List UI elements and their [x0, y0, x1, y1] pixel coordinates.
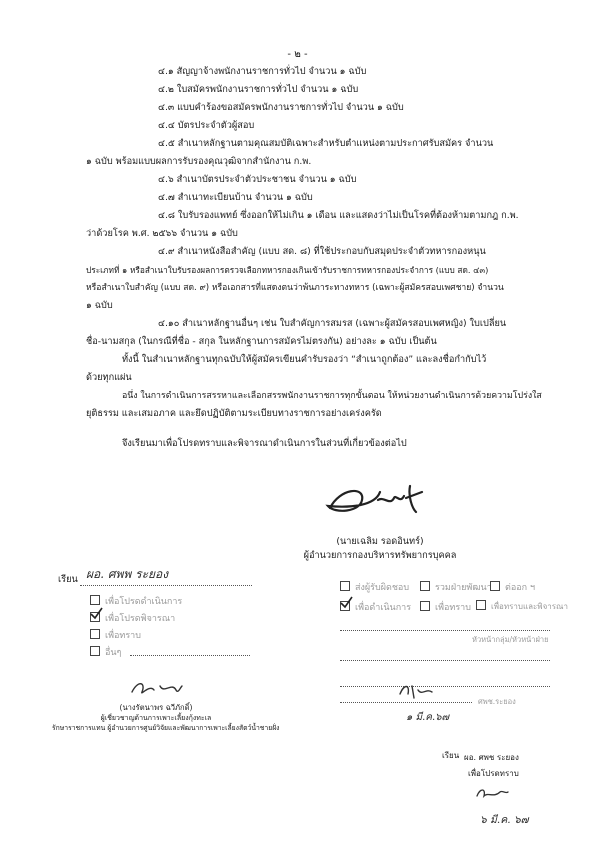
item-4-8-cont: ว่าด้วยโรค พ.ศ. ๒๕๖๖ จำนวน ๑ ฉบับ — [86, 228, 238, 239]
stamp-row1-checkbox-2[interactable] — [420, 581, 430, 591]
item-4-10-cont: ชื่อ-นามสกุล (ในกรณีที่ชื่อ - สกุล ในหลักฐานการสมัครไม่ตรงกัน) อย่างละ ๑ ฉบับ เป็นต้น — [86, 336, 437, 347]
item-4-2: ๔.๒ ใบสมัครพนักงานราชการทั่วไป จำนวน ๑ ฉบับ — [158, 84, 359, 95]
stamp-row1-checkbox-3[interactable] — [490, 581, 500, 591]
item-4-5: ๔.๕ สำเนาหลักฐานตามคุณสมบัติเฉพาะสำหรับตำแหน่งตามประกาศรับสมัคร จำนวน — [158, 138, 494, 149]
director-name: (นายเฉลิม รอดอินทร์) — [336, 536, 424, 547]
acting-director-title-2: รักษาราชการแทน ผู้อำนวยการศูนย์วิจัยและพัฒนาการเพาะเลี้ยงสัตว์น้ำชายฝั่ง — [52, 724, 280, 732]
item-4-6: ๔.๖ สำเนาบัตรประจำตัวประชาชน จำนวน ๑ ฉบับ — [158, 174, 357, 185]
checkbox-other[interactable] — [90, 646, 100, 656]
option-other-label: อื่นๆ — [105, 648, 122, 658]
note-certify: ทั้งนี้ ในสำเนาหลักฐานทุกฉบับให้ผู้สมัครเขียนคำรับรองว่า “สำเนาถูกต้อง” และลงชื่อกำกับไว้ — [122, 354, 487, 365]
stamp-row1-label-1: ส่งผู้รับผิดชอบ — [355, 583, 410, 593]
bottom-to-label: เรียน — [442, 751, 460, 760]
stamp-row2-opt3[interactable] — [476, 600, 568, 613]
option-other[interactable] — [90, 645, 121, 659]
item-4-4: ๔.๔ บัตรประจำตัวผู้สอบ — [158, 120, 255, 131]
routing-left-to-line — [80, 585, 252, 586]
acting-director-title-1: ผู้เชี่ยวชาญด้านการเพาะเลี้ยงกุ้งทะเล — [100, 714, 212, 722]
item-4-9: ๔.๙ สำเนาหนังสือสำคัญ (แบบ สด. ๘) ที่ใช้ประกอบกับสมุดประจำตัวทหารกองหนุน — [158, 246, 486, 257]
option-consider-label: เพื่อโปรดพิจารณา — [105, 614, 176, 624]
director-signature-image — [320, 478, 430, 522]
stamp-blank-caption: หัวหน้ากลุ่ม/หัวหน้าฝ่าย — [472, 635, 549, 644]
stamp-checkmark-icon — [339, 596, 353, 610]
routing-left-to-handwritten: ผอ. ศพพ ระยอง — [86, 567, 169, 581]
page-number: - ๒ - — [287, 49, 308, 60]
stamp-row1-checkbox-1[interactable] — [340, 581, 350, 591]
item-4-7: ๔.๗ สำเนาทะเบียนบ้าน จำนวน ๑ ฉบับ — [158, 192, 313, 203]
note-transparency: อนึ่ง ในการดำเนินการสรรหาและเลือกสรรพนักงานราชการทุกขั้นตอน ให้หน่วยงานดำเนินการด้วยความโปร่งใส — [122, 391, 542, 401]
stamp-line-2 — [340, 660, 550, 661]
item-4-5-cont: ๑ ฉบับ พร้อมแบบผลการรับรองคุณวุฒิจากสำนักงาน ก.พ. — [86, 156, 312, 167]
stamp-row1-opt2[interactable] — [420, 580, 492, 594]
closing-sentence: จึงเรียนมาเพื่อโปรดทราบและพิจารณาดำเนินการในส่วนที่เกี่ยวข้องต่อไป — [122, 438, 407, 449]
option-acknowledge[interactable] — [90, 628, 141, 642]
stamp-unit: ศพช.ระยอง — [478, 697, 516, 706]
bottom-to-value: ผอ. ศพช ระยอง — [464, 753, 519, 762]
note-transparency-cont: ยุติธรรม และเสมอภาค และยึดปฏิบัติตามระเบียบทางราชการอย่างเคร่งครัด — [86, 408, 382, 419]
bottom-handwritten-date: ๖ มี.ค. ๖๗ — [480, 814, 529, 826]
stamp-row2-label-3: เพื่อทราบและพิจารณา — [491, 602, 568, 611]
acting-director-name: (นางรัตนาพร ฉวีภักดิ์) — [119, 703, 193, 712]
checkmark-icon — [89, 607, 103, 621]
item-4-8: ๔.๘ ใบรับรองแพทย์ ซึ่งออกให้ไม่เกิน ๑ เดือน และแสดงว่าไม่เป็นโรคที่ต้องห้ามตามกฎ ก.พ. — [158, 210, 519, 221]
item-4-1: ๔.๑ สัญญาจ้างพนักงานราชการทั่วไป จำนวน ๑ ฉบับ — [158, 66, 367, 77]
stamp-row2-checkbox-3[interactable] — [476, 600, 486, 610]
routing-left-to-label: เรียน — [58, 574, 78, 585]
acting-director-signature-image — [128, 676, 184, 700]
stamp-row1-opt1[interactable] — [340, 580, 409, 594]
stamp-handwritten-date: ๑ มี.ค.๖๗ — [406, 712, 450, 723]
stamp-row1-label-3: ต่ออก ฯ — [505, 583, 536, 593]
item-4-9-cont-2: หรือสำเนาใบสำคัญ (แบบ สด. ๙) หรือเอกสารที่แสดงตนว่าพ้นภาระทางทหาร (เฉพาะผู้สมัครสอบเพศชาย) จำนวน — [86, 283, 504, 293]
other-fill-line — [130, 655, 250, 656]
stamp-row2-opt2[interactable] — [420, 600, 471, 614]
stamp-row2-checkbox-2[interactable] — [420, 601, 430, 611]
note-certify-cont: ด้วยทุกแผ่น — [86, 372, 132, 383]
option-proceed-label: เพื่อโปรดดำเนินการ — [105, 597, 183, 607]
item-4-9-cont-1: ประเภทที่ ๑ หรือสำเนาใบรับรองผลการตรวจเลือกทหารกองเกินเข้ารับราชการทหารกองประจำการ (แบบ สด. ๔๓) — [86, 265, 489, 275]
item-4-3: ๔.๓ แบบคำร้องขอสมัครพนักงานราชการทั่วไป จำนวน ๑ ฉบับ — [158, 102, 404, 113]
bottom-initials-image — [474, 784, 510, 802]
stamp-unit-line — [340, 702, 472, 703]
stamp-row1-opt3[interactable] — [490, 580, 535, 594]
stamp-line-3 — [340, 686, 550, 687]
bottom-purpose: เพื่อโปรดทราบ — [468, 769, 519, 778]
option-proceed[interactable] — [90, 594, 182, 608]
item-4-9-cont-3: ๑ ฉบับ — [86, 300, 113, 311]
checkbox-acknowledge[interactable] — [90, 629, 100, 639]
stamp-initials-image — [396, 680, 436, 702]
option-acknowledge-label: เพื่อทราบ — [105, 631, 141, 641]
stamp-row2-label-2: เพื่อทราบ — [435, 603, 471, 613]
stamp-line-1 — [340, 630, 550, 631]
item-4-10: ๔.๑๐ สำเนาหลักฐานอื่นๆ เช่น ใบสำคัญการสมรส (เฉพาะผู้สมัครสอบเพศหญิง) ใบเปลี่ยน — [158, 318, 507, 329]
director-position: ผู้อำนวยการกองบริหารทรัพยากรบุคคล — [303, 550, 457, 561]
stamp-row2-label-1: เพื่อดำเนินการ — [355, 603, 412, 613]
checkbox-proceed[interactable] — [90, 595, 100, 605]
stamp-row1-label-2: รวมฝ่ายพัฒนา — [435, 583, 492, 593]
